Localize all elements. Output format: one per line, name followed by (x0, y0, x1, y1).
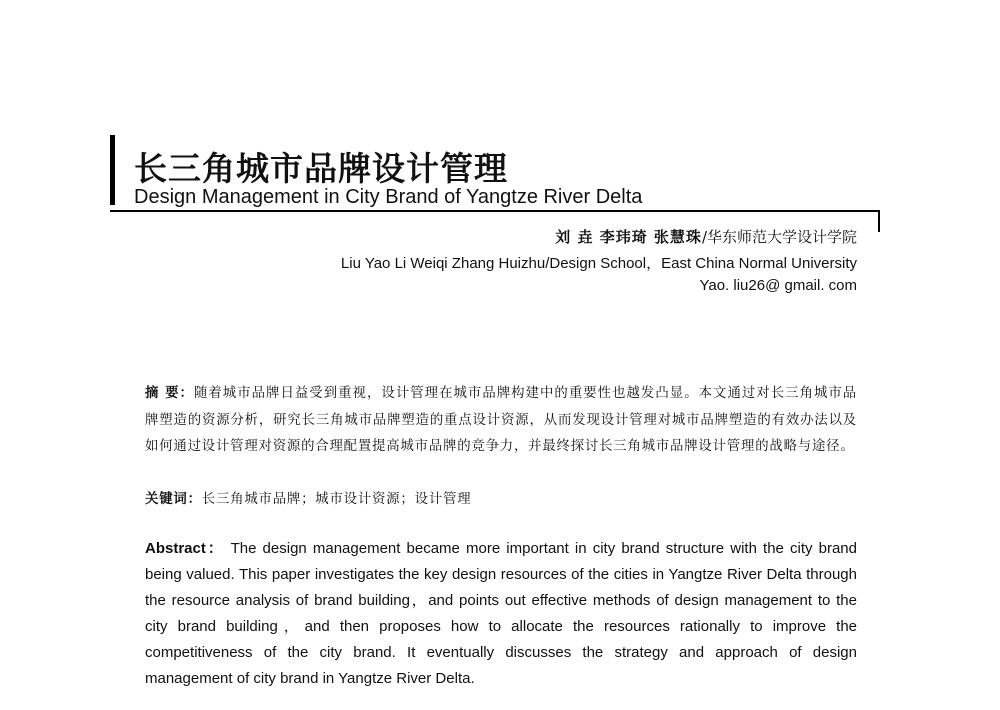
title-rule (110, 210, 880, 212)
paper-title-chinese: 长三角城市品牌设计管理 (134, 149, 508, 188)
keywords-label: 关键词： (145, 491, 202, 507)
author-names-chinese: 刘 垚 李玮琦 张慧珠 (555, 228, 702, 246)
author-email: Yao. liu26@ gmail. com (699, 277, 857, 294)
abstract-chinese-label: 摘 要： (145, 385, 194, 401)
abstract-english (145, 536, 857, 692)
title-accent-bar (110, 135, 115, 205)
affiliation-chinese: /华东师范大学设计学院 (701, 228, 857, 246)
title-rule-tick (878, 210, 880, 232)
keywords-text: 长三角城市品牌；城市设计资源；设计管理 (201, 492, 472, 507)
keywords-chinese (145, 486, 857, 513)
abstract-chinese (145, 380, 857, 461)
abstract-english-text: The design management became more important in city brand structure with the city brand being valued. This paper investigates the key design resources of the cities in Yangtze River Delta through the resource analysis of brand building，and points out effective methods of design management to the city brand building，and then proposes how to allocate the resources rationally to improve the competitiveness of the city brand. It eventually discusses the strategy and approach of design management of city brand in Yangtze River Delta. (145, 540, 857, 687)
paper-title-english: Design Management in City Brand of Yangtze River Delta (134, 186, 643, 208)
authors-chinese (555, 226, 857, 247)
abstract-english-label: Abstract： (145, 540, 225, 557)
abstract-chinese-text: 随着城市品牌日益受到重视，设计管理在城市品牌构建中的重要性也越发凸显。本文通过对长三角城市品牌塑造的资源分析，研究长三角城市品牌塑造的重点设计资源，从而发现设计管理对城市品牌塑造的有效办法以及如何通过设计管理对资源的合理配置提高城市品牌的竞争力，并最终探讨长三角城市品牌设计管理的战略与途径。 (145, 386, 857, 454)
authors-english: Liu Yao Li Weiqi Zhang Huizhu/Design School，East China Normal University (340, 255, 857, 272)
